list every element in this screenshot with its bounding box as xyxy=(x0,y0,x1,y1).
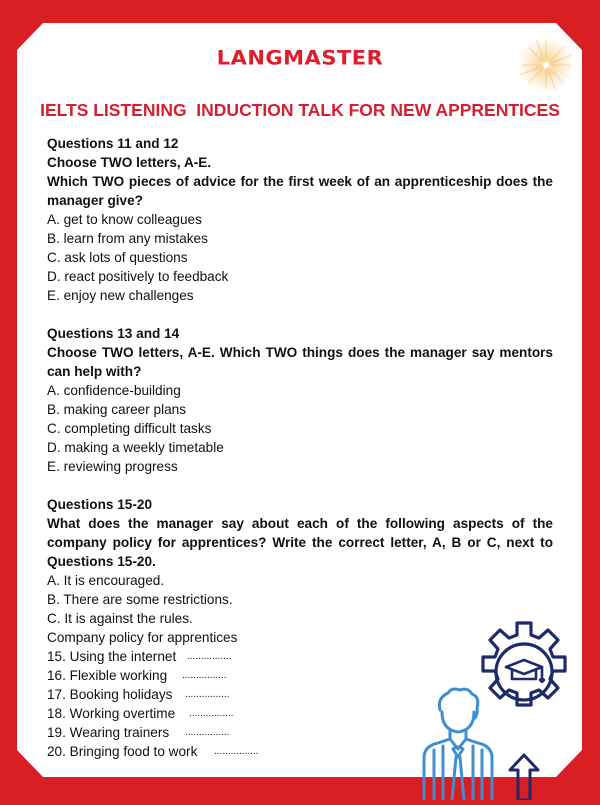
option: E. reviewing progress xyxy=(47,459,178,474)
gear-icon xyxy=(483,623,565,705)
item-label: 16. Flexible working xyxy=(47,668,168,683)
item-label: 15. Using the internet xyxy=(47,649,177,664)
section-heading: Questions 11 and 12 xyxy=(47,136,179,151)
section-instruction: Choose TWO letters, A-E. xyxy=(47,155,212,170)
answer-blank[interactable]: ................ xyxy=(182,670,227,681)
item-label: 20. Bringing food to work xyxy=(47,744,198,759)
career-illustration xyxy=(420,620,600,805)
section-question: Which TWO pieces of advice for the first week of an apprenticeship does the manager give? xyxy=(47,174,553,208)
section-question: What does the manager say about each of the following aspects of the company policy for apprentices? Write the correct letter, A, B or C, next to Questions 15-20. xyxy=(47,516,553,569)
up-arrow-icon xyxy=(510,755,538,800)
graduation-cap-icon xyxy=(506,660,544,682)
answer-blank[interactable]: ................ xyxy=(187,651,232,662)
option: D. making a weekly timetable xyxy=(47,440,224,455)
answer-blank[interactable]: ................ xyxy=(185,727,230,738)
section-q11-12 xyxy=(47,134,553,305)
option: B. There are some restrictions. xyxy=(47,592,233,607)
option: B. making career plans xyxy=(47,402,187,417)
option: C. ask lots of questions xyxy=(47,250,188,265)
brand-logo: LANGMASTER xyxy=(216,46,384,70)
option: A. confidence-building xyxy=(47,383,181,398)
option: D. react positively to feedback xyxy=(47,269,229,284)
answer-blank[interactable]: ................ xyxy=(189,708,234,719)
section-heading: Questions 13 and 14 xyxy=(47,326,180,341)
answer-blank[interactable]: ................ xyxy=(214,746,259,757)
page-title: IELTS LISTENING INDUCTION TALK FOR NEW APPRENTICES xyxy=(40,100,560,120)
option: A. It is encouraged. xyxy=(47,573,165,588)
person-icon xyxy=(424,689,492,800)
option: B. learn from any mistakes xyxy=(47,231,208,246)
item-label: 17. Booking holidays xyxy=(47,687,173,702)
list-title: Company policy for apprentices xyxy=(47,630,238,645)
section-heading: Questions 15-20 xyxy=(47,497,153,512)
answer-blank[interactable]: ................ xyxy=(185,689,230,700)
option: A. get to know colleagues xyxy=(47,212,202,227)
section-q13-14 xyxy=(47,324,553,476)
option: C. completing difficult tasks xyxy=(47,421,212,436)
item-label: 19. Wearing trainers xyxy=(47,725,170,740)
option: C. It is against the rules. xyxy=(47,611,193,626)
section-question: Choose TWO letters, A-E. Which TWO things does the manager say mentors can help with? xyxy=(47,345,553,379)
item-label: 18. Working overtime xyxy=(47,706,176,721)
option: E. enjoy new challenges xyxy=(47,288,194,303)
